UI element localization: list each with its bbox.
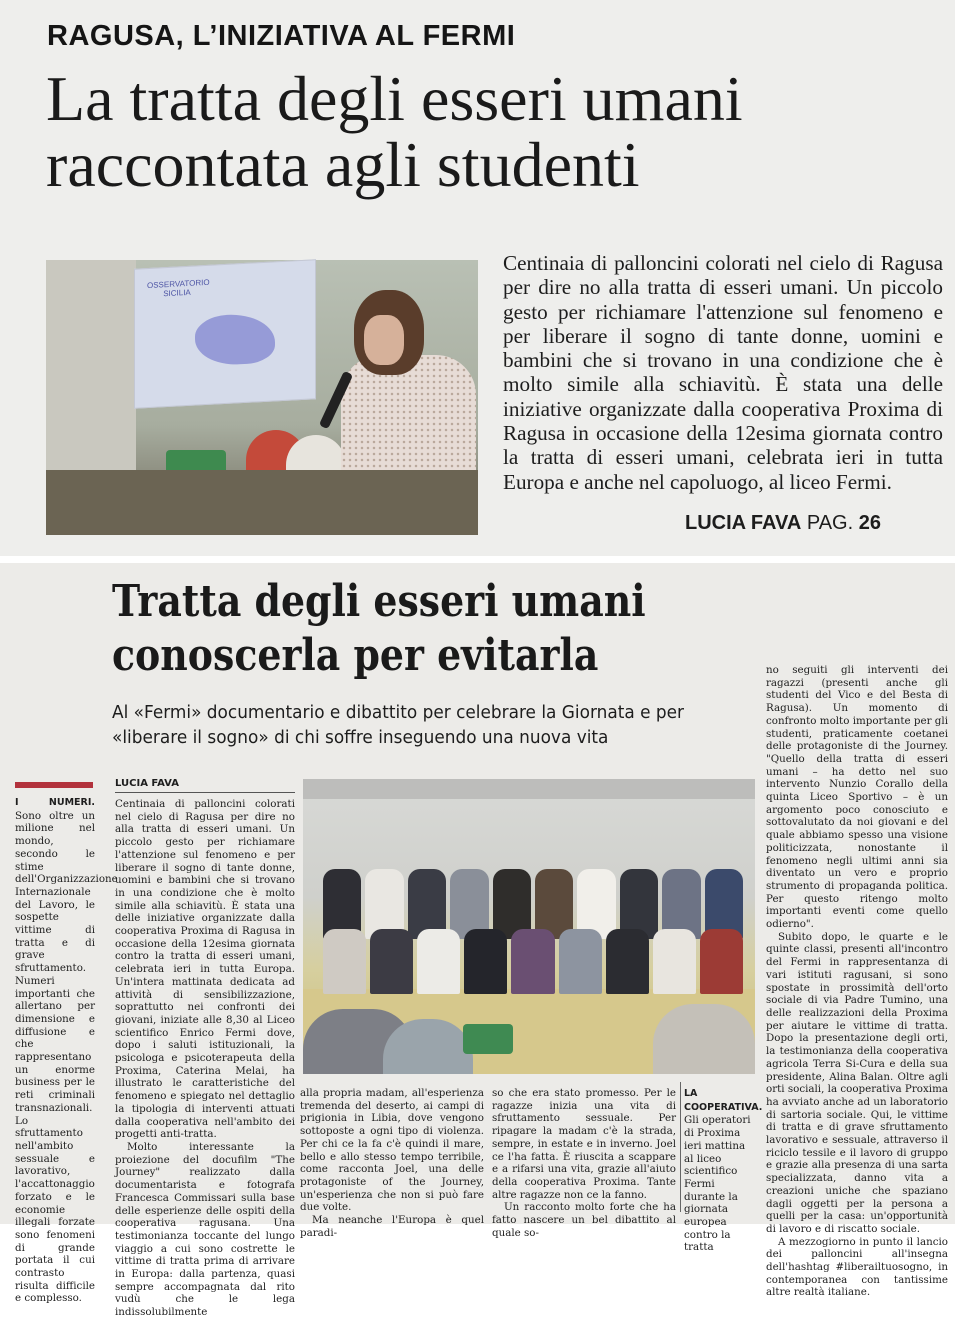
lead-paragraph: Centinaia di palloncini colorati nel cielo di Ragusa per dire no alla tratta di esseri umani. Un piccolo gesto per richiamare l'attenzione sul fenomeno e per liberare il sogno di tante donne, uomini e bambini che si trovano in una condizione che è molto simile alla schiavitù. È stata una delle iniziative organizzate dalla cooperativa Proxima di Ragusa in occasione della 12esima giornata contro la tratta di esseri umani, celebrata ieri in tutta Europa e anche nel capoluogo, al liceo Fermi. [503, 251, 943, 494]
headline-line-1: La tratta degli esseri umani [46, 63, 743, 134]
column-4-paragraph-2: Subito dopo, le quarte e le quinte classi, presenti all'incontro del Fermi in rappresentanza di vari istituti ragusani, si sono spostate in prossimità dell'orto sociale di via Padre Tumino, una delle realizzazioni della Proxima per aiutare le vittime di tratta. Dopo la presentazione degli orti, la testimonianza della cooperativa agricola Terra Si-Cura e della sua presidente, Alina Balan. Oltre agli orti sociali, la cooperativa Proxima ha avviato anche ad un laboratorio di sartoria sociale. Qui, le vittime di tratta e di grave sfruttamento lavorativo e sessuale, attraverso il riciclo tessile e il lavoro di gruppo e grazie alla presenza di una sarta specializzata, danno vita a creazioni uniche che spaziano dagli oggetti per la persona a quelli per la casa: un'opportunità di lavoro e di riscatto sociale. [766, 930, 948, 1235]
column-1-text: Centinaia di palloncini colorati nel cielo di Ragusa per dire no alla tratta di esseri umani. Un piccolo gesto per richiamare l'attenzione sul fenomeno e per liberare il sogno di tante donne, uomini e bambini che si trovano in una condizione che è molto simile alla schiavitù. È stata una delle iniziative organizzate dalla cooperativa Proxima di Ragusa in occasione della 12esima giornata contro la tratta di esseri umani, celebrata ieri in tutta Europa. Un'intera mattinata dedicata ad attività di sensibilizzazione, soprattutto nei confronti dei giovani, iniziate alle 8,30 al Liceo scientifico Enrico Fermi dove, dopo i saluti istituzionali, la psicologa e psicoterapeuta della Proxima, Caterina Melai, ha illustrato le caratteristiche del fenomeno e spiegato nel dettaglio la tipologia di interventi attuati dalla cooperativa nell'ambito dei progetti anti-tratta. [115, 798, 295, 1141]
article-column-2 [300, 1087, 484, 1239]
group-photo [303, 779, 755, 1074]
speaker-photo [46, 260, 478, 535]
top-clipping [0, 0, 955, 556]
green-chair [463, 1024, 513, 1054]
author: LUCIA FAVA [685, 512, 802, 534]
article-byline: LUCIA FAVA [115, 778, 179, 789]
column-4-text: no seguiti gli interventi dei ragazzi (presenti anche gli studenti del Vico e del Besta di Ragusa). Un momento di confronto molto importante per gli studenti, praticamente coetanei delle protagoniste di the Journey. "Quello della tratta di esseri umani – ha detto nel suo intervento Nunzio Corallo della quinta Liceo Sportivo – è un argomento poco conosciuto e sottovalutato da noi giovani e del quale abbiamo spesso una visione politicizzata, nonostante il fenomeno negli ultimi anni sia diventato un vero e proprio strumento di propaganda politica. Per questo ritengo molto importanti eventi come quello odierno". [766, 664, 948, 931]
page-number: 26 [858, 512, 881, 534]
sidebar-label: I NUMERI. [15, 797, 95, 808]
article-column-4 [766, 664, 948, 1299]
byline [685, 512, 881, 535]
column-3-text: so che era stato promesso. Per le ragazze inizia una vita di sfruttamento sessuale. Per ripagare la madam c'è la strada, sempre, in estate e in inverno. Joel ce l'ha fatta. È riuscita a scappare e a rifarsi una vita, grazie all'aiuto della cooperativa Proxima. Tante altre ragazze non ce la fanno. [492, 1087, 676, 1201]
column-3-continued: Un racconto molto forte che ha fatto nascere un bel dibattito al quale so- [492, 1201, 676, 1239]
clip-separator [0, 556, 955, 563]
article-column-1 [115, 798, 295, 1319]
foreground-figure [653, 1004, 755, 1074]
sidebar-text: Sono oltre un milione nel mondo, secondo le stime dell'Organizzazione Internazionale del Lavoro, le sospette vittime di tratta e di grave sfruttamento. Numeri importanti che allertano per dimensione e diffusione e che rappresentano un enorme business per le reti criminali transnazionali. Lo sfruttamento nell'ambito sessuale e lavorativo, l'accattonaggio forzato e le economie illegali forzate sono fenomeni di grande portata il cui contrasto risulta difficile e complesso. [15, 809, 118, 1305]
projection-screen [134, 259, 316, 409]
page-label: PAG. [806, 512, 854, 534]
article-column-3 [492, 1087, 676, 1239]
speaker-face [364, 315, 404, 365]
photo-caption [684, 1087, 763, 1254]
sicily-map [195, 312, 275, 366]
column-4-paragraph-3: A mezzogiorno in punto il lancio dei palloncini all'insegna dell'hashtag #liberailtuosogno, in contemporanea con tantissime altre realtà italiane. [766, 1235, 948, 1299]
caption-rule [680, 1082, 681, 1212]
seated-row [323, 929, 743, 994]
column-2-text: alla propria madam, all'esperienza tremenda del deserto, ai campi di prigionia in Libia, dove vengono sottoposte a ogni tipo di violenza. Per chi ce la fa c'è quindi il mare, bello e allo stesso tempo terribile, come racconta Joel, una delle protagoniste of the Journey, un'esperienza che non si può fare due volte. [300, 1087, 484, 1214]
headline [46, 63, 946, 200]
column-2-continued: Ma neanche l'Europa è quel paradi- [300, 1214, 484, 1239]
numbers-sidebar [15, 796, 118, 1305]
screen-title: OSSERVATORIO SICILIA [147, 277, 210, 299]
caption-label: LA COOPERATIVA. [684, 1088, 763, 1113]
article-headline-line-2: conoscerla per evitarla [112, 630, 599, 681]
article-subhead: Al «Fermi» documentario e dibattito per celebrare la Giornata e per «liberare il sogno» di chi soffre inseguendo una nuova vita [112, 702, 684, 748]
article-headline-line-1: Tratta degli esseri umani [112, 576, 646, 627]
column-1-continued: Molto interessante la proiezione del docufilm "The Journey" realizzato dalla documentarista e fotografa Francesca Commissari sulla base delle esperienze delle ospiti della cooperativa ragusana. Una testimonianza toccante del lungo viaggio a cui sono costrette le vittime di tratta prima di arrivare in Europa: dalla partenza, quasi sempre accompagnata dal rito vudù che le lega indissolubilmente [115, 1140, 295, 1319]
kicker: RAGUSA, L’INIZIATIVA AL FERMI [47, 20, 516, 52]
photo-ceiling [303, 779, 755, 799]
lectern [46, 470, 478, 535]
byline-rule [115, 792, 295, 793]
article-headline [112, 575, 680, 683]
headline-line-2: raccontata agli studenti [46, 129, 640, 200]
sidebar-accent-bar [15, 782, 93, 788]
caption-text: Gli operatori di Proxima ieri mattina al liceo scientifico Fermi durante la giornata europea contro la tratta [684, 1114, 751, 1254]
